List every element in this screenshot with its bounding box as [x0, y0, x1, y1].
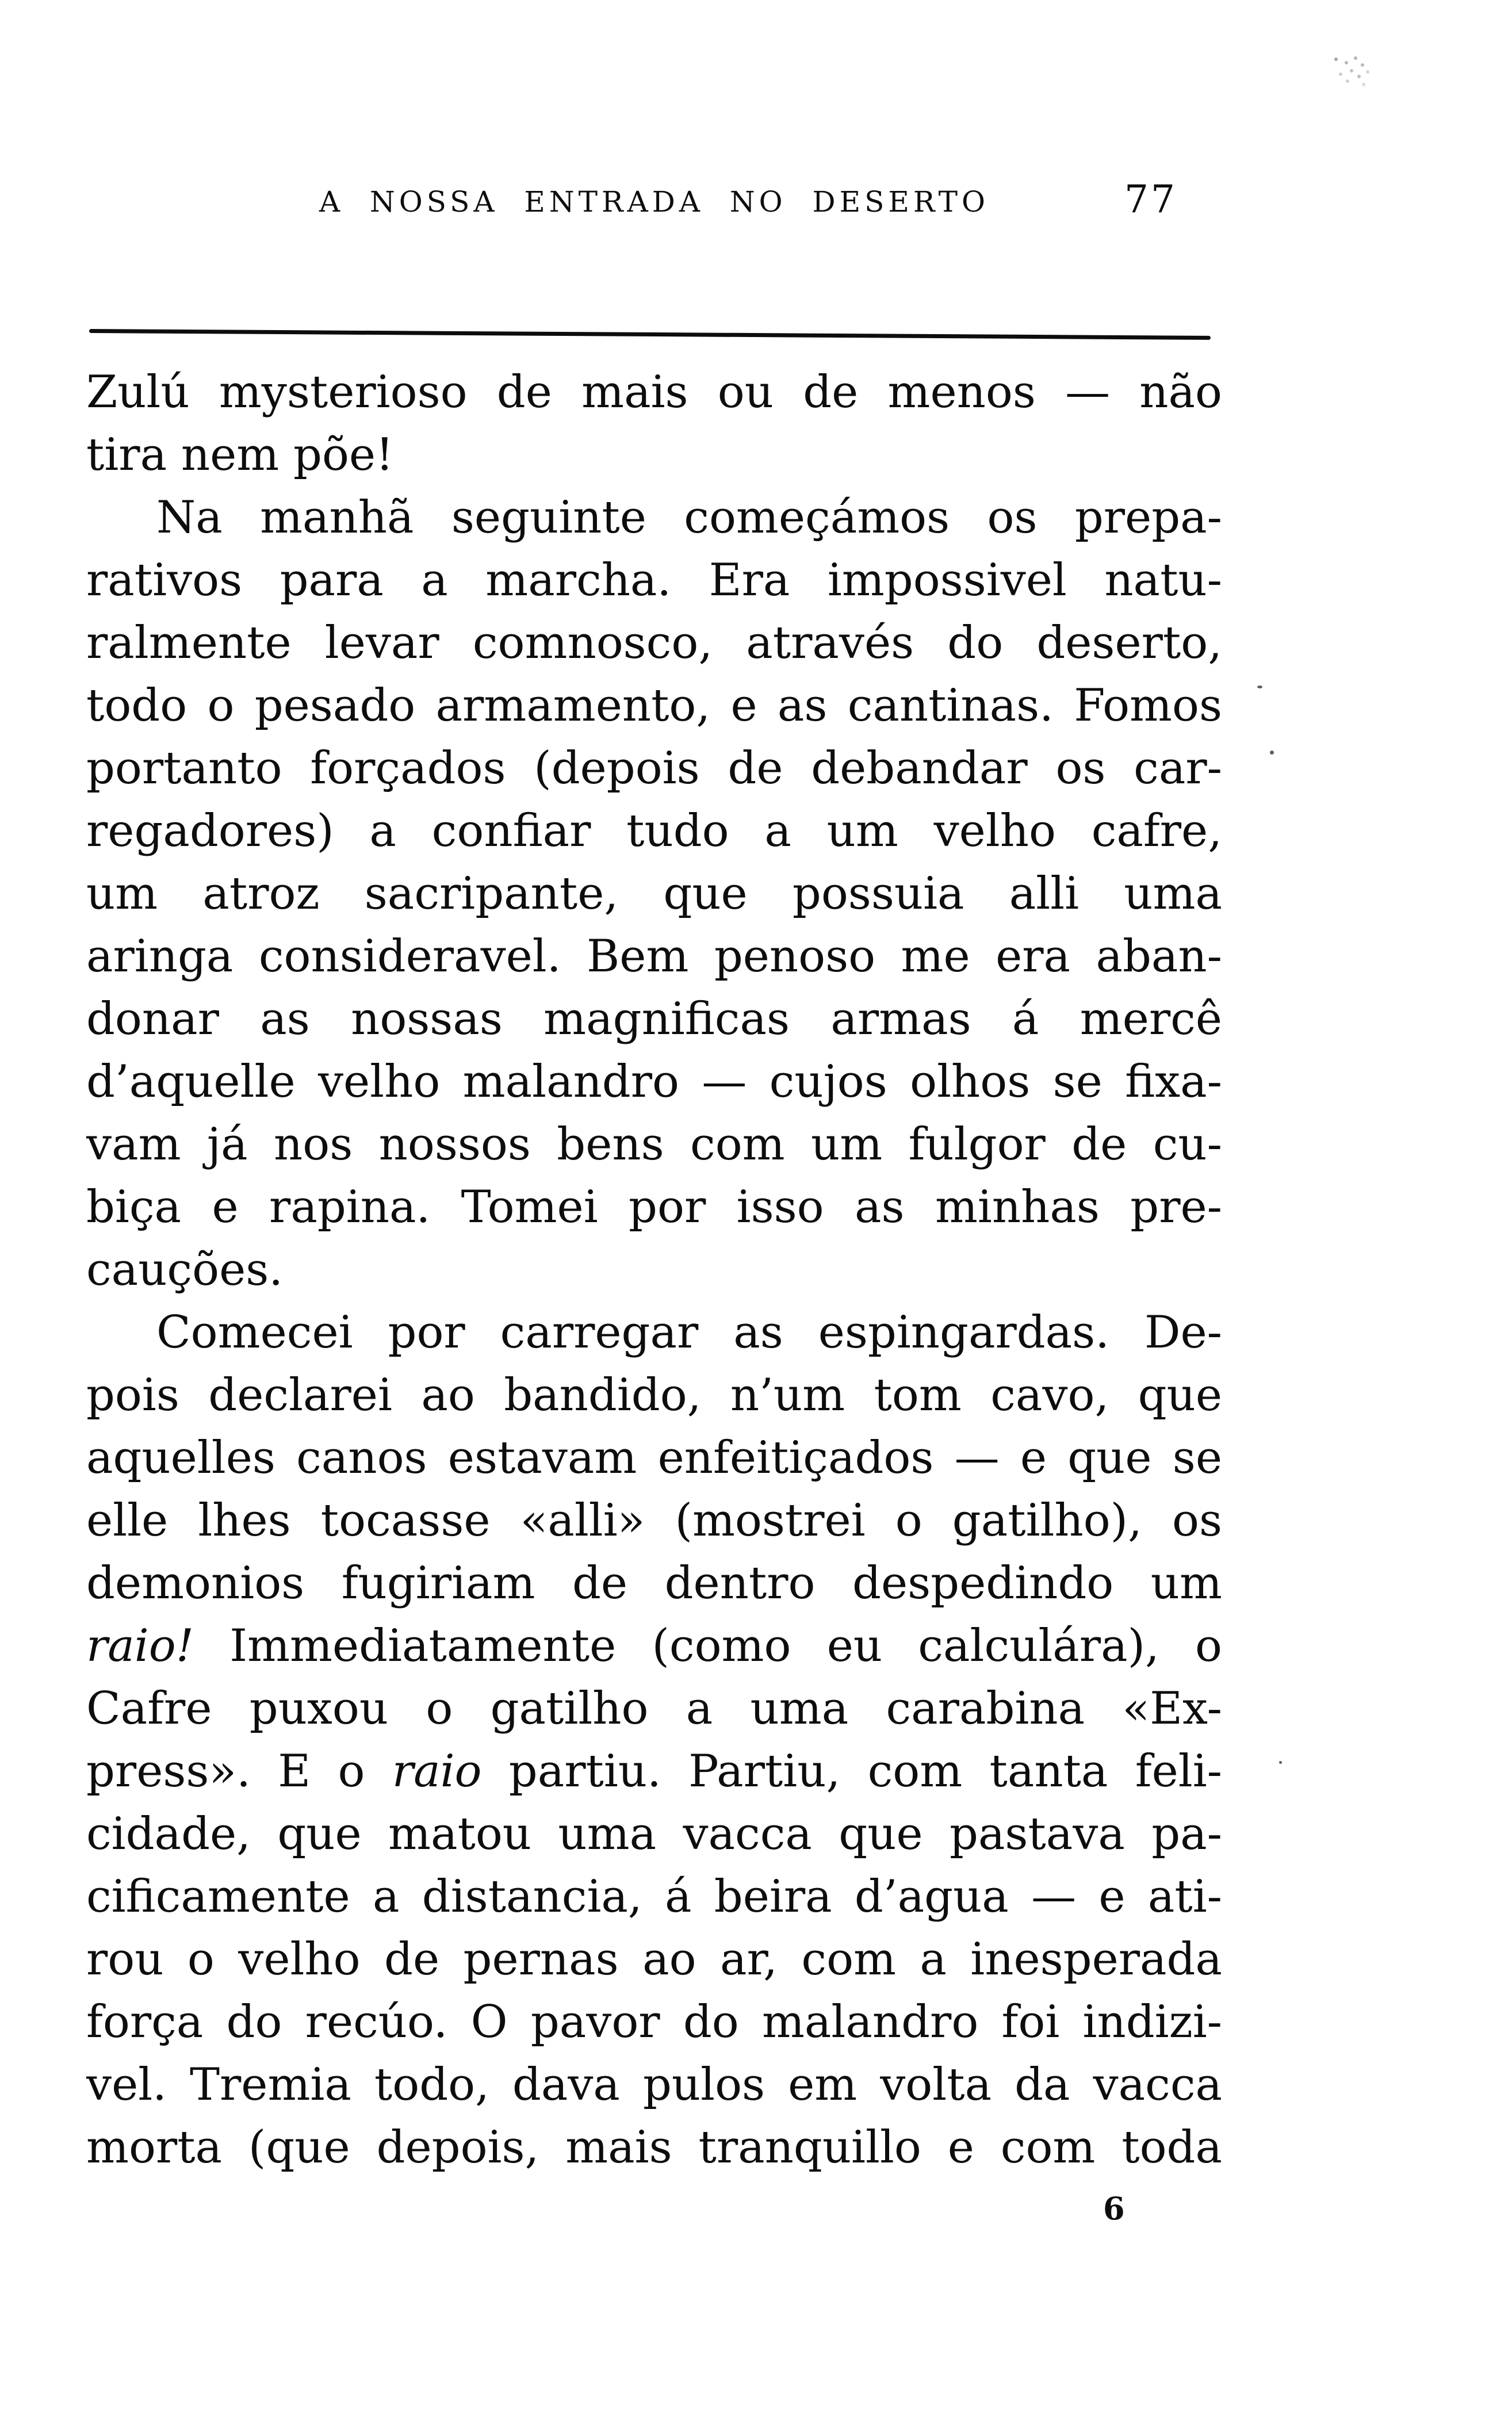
text-segment: portanto forçados (depois de debandar os car-: [86, 742, 1222, 794]
text-segment: d’aquelle velho malandro — cujos olhos se fixa-: [86, 1056, 1222, 1108]
scan-speck: [1257, 686, 1262, 688]
text-line: [86, 1803, 1222, 1866]
text-segment: rou o velho de pernas ao ar, com a inesperada: [86, 1934, 1222, 1985]
text-line: [86, 1239, 1222, 1301]
text-line: [86, 1615, 1222, 1678]
text-line: [86, 863, 1222, 925]
text-segment: morta (que depois, mais tranquillo e com toda: [86, 2122, 1222, 2173]
text-line: [86, 1740, 1222, 1803]
scan-speck: [1279, 1761, 1282, 1764]
text-segment: força do recúo. O pavor do malandro foi indizi-: [86, 1996, 1222, 2048]
text-line: [86, 612, 1222, 675]
text-segment: Comecei por carregar as espingardas. De-: [156, 1307, 1222, 1358]
text-segment: elle lhes tocasse «alli» (mostrei o gatilho), os: [86, 1495, 1222, 1546]
text-segment: vel. Tremia todo, dava pulos em volta da vacca: [86, 2059, 1222, 2111]
text-line: [86, 1991, 1222, 2054]
text-line: [86, 988, 1222, 1051]
text-line: [86, 1301, 1222, 1364]
text-line: [86, 925, 1222, 988]
text-segment: um atroz sacripante, que possuia alli uma: [86, 868, 1222, 920]
text-segment: todo o pesado armamento, e as cantinas. Fomos: [86, 680, 1222, 732]
text-line: [86, 1552, 1222, 1615]
text-segment: donar as nossas magnificas armas á mercê: [86, 993, 1222, 1045]
text-line: [86, 361, 1222, 424]
text-line: [86, 1051, 1222, 1113]
text-segment: biça e rapina. Tomei por isso as minhas pre-: [86, 1181, 1222, 1233]
text-segment: rativos para a marcha. Era impossivel natu-: [86, 554, 1222, 606]
signature-mark: 6: [1103, 2190, 1125, 2227]
text-segment: cificamente a distancia, á beira d’agua — e ati-: [86, 1871, 1222, 1923]
text-segment: cidade, que matou uma vacca que pastava pa-: [86, 1808, 1222, 1860]
text-segment: demonios fugiriam de dentro despedindo um: [86, 1557, 1222, 1609]
running-title: A NOSSA ENTRADA NO DESERTO: [319, 185, 989, 219]
page-number: 77: [1124, 177, 1177, 221]
text-segment: vam já nos nossos bens com um fulgor de cu-: [86, 1119, 1222, 1170]
text-line: [86, 487, 1222, 549]
scan-speck: [1270, 751, 1274, 755]
text-line: [86, 2116, 1222, 2179]
text-line: [86, 549, 1222, 612]
text-segment: tira nem põe!: [86, 429, 394, 481]
text-line: [86, 1678, 1222, 1740]
text-segment: press». E o: [86, 1745, 392, 1797]
text-segment: aquelles canos estavam enfeitiçados — e que se: [86, 1432, 1222, 1484]
text-segment: partiu. Partiu, com tanta feli-: [481, 1745, 1222, 1797]
text-line: [86, 1866, 1222, 1928]
body-text: [86, 361, 1222, 2179]
text-segment: Na manhã seguinte começámos os prepa-: [156, 492, 1222, 543]
text-line: [86, 800, 1222, 863]
text-line: [86, 2054, 1222, 2116]
text-segment: regadores) a confiar tudo a um velho cafre,: [86, 805, 1222, 857]
text-line: [86, 1490, 1222, 1552]
text-segment: aringa consideravel. Bem penoso me era aban-: [86, 931, 1222, 982]
text-line: [86, 737, 1222, 800]
text-line: [86, 1364, 1222, 1427]
text-line: [86, 1176, 1222, 1239]
text-segment: Cafre puxou o gatilho a uma carabina «Ex-: [86, 1683, 1222, 1735]
scan-smudge: [1334, 58, 1338, 61]
text-segment: Zulú mysterioso de mais ou de menos — não: [86, 366, 1222, 418]
text-segment: cauções.: [86, 1244, 284, 1296]
italic-word: raio: [392, 1745, 482, 1797]
text-segment: pois declarei ao bandido, n’um tom cavo, que: [86, 1369, 1222, 1421]
text-line: [86, 424, 1222, 487]
text-line: [86, 1928, 1222, 1991]
italic-word: raio!: [86, 1620, 194, 1672]
header-rule: [89, 329, 1211, 340]
text-segment: ralmente levar comnosco, através do deserto,: [86, 617, 1222, 669]
text-line: [86, 1113, 1222, 1176]
text-line: [86, 1427, 1222, 1490]
text-line: [86, 675, 1222, 737]
text-segment: Immediatamente (como eu calculára), o: [194, 1620, 1222, 1672]
